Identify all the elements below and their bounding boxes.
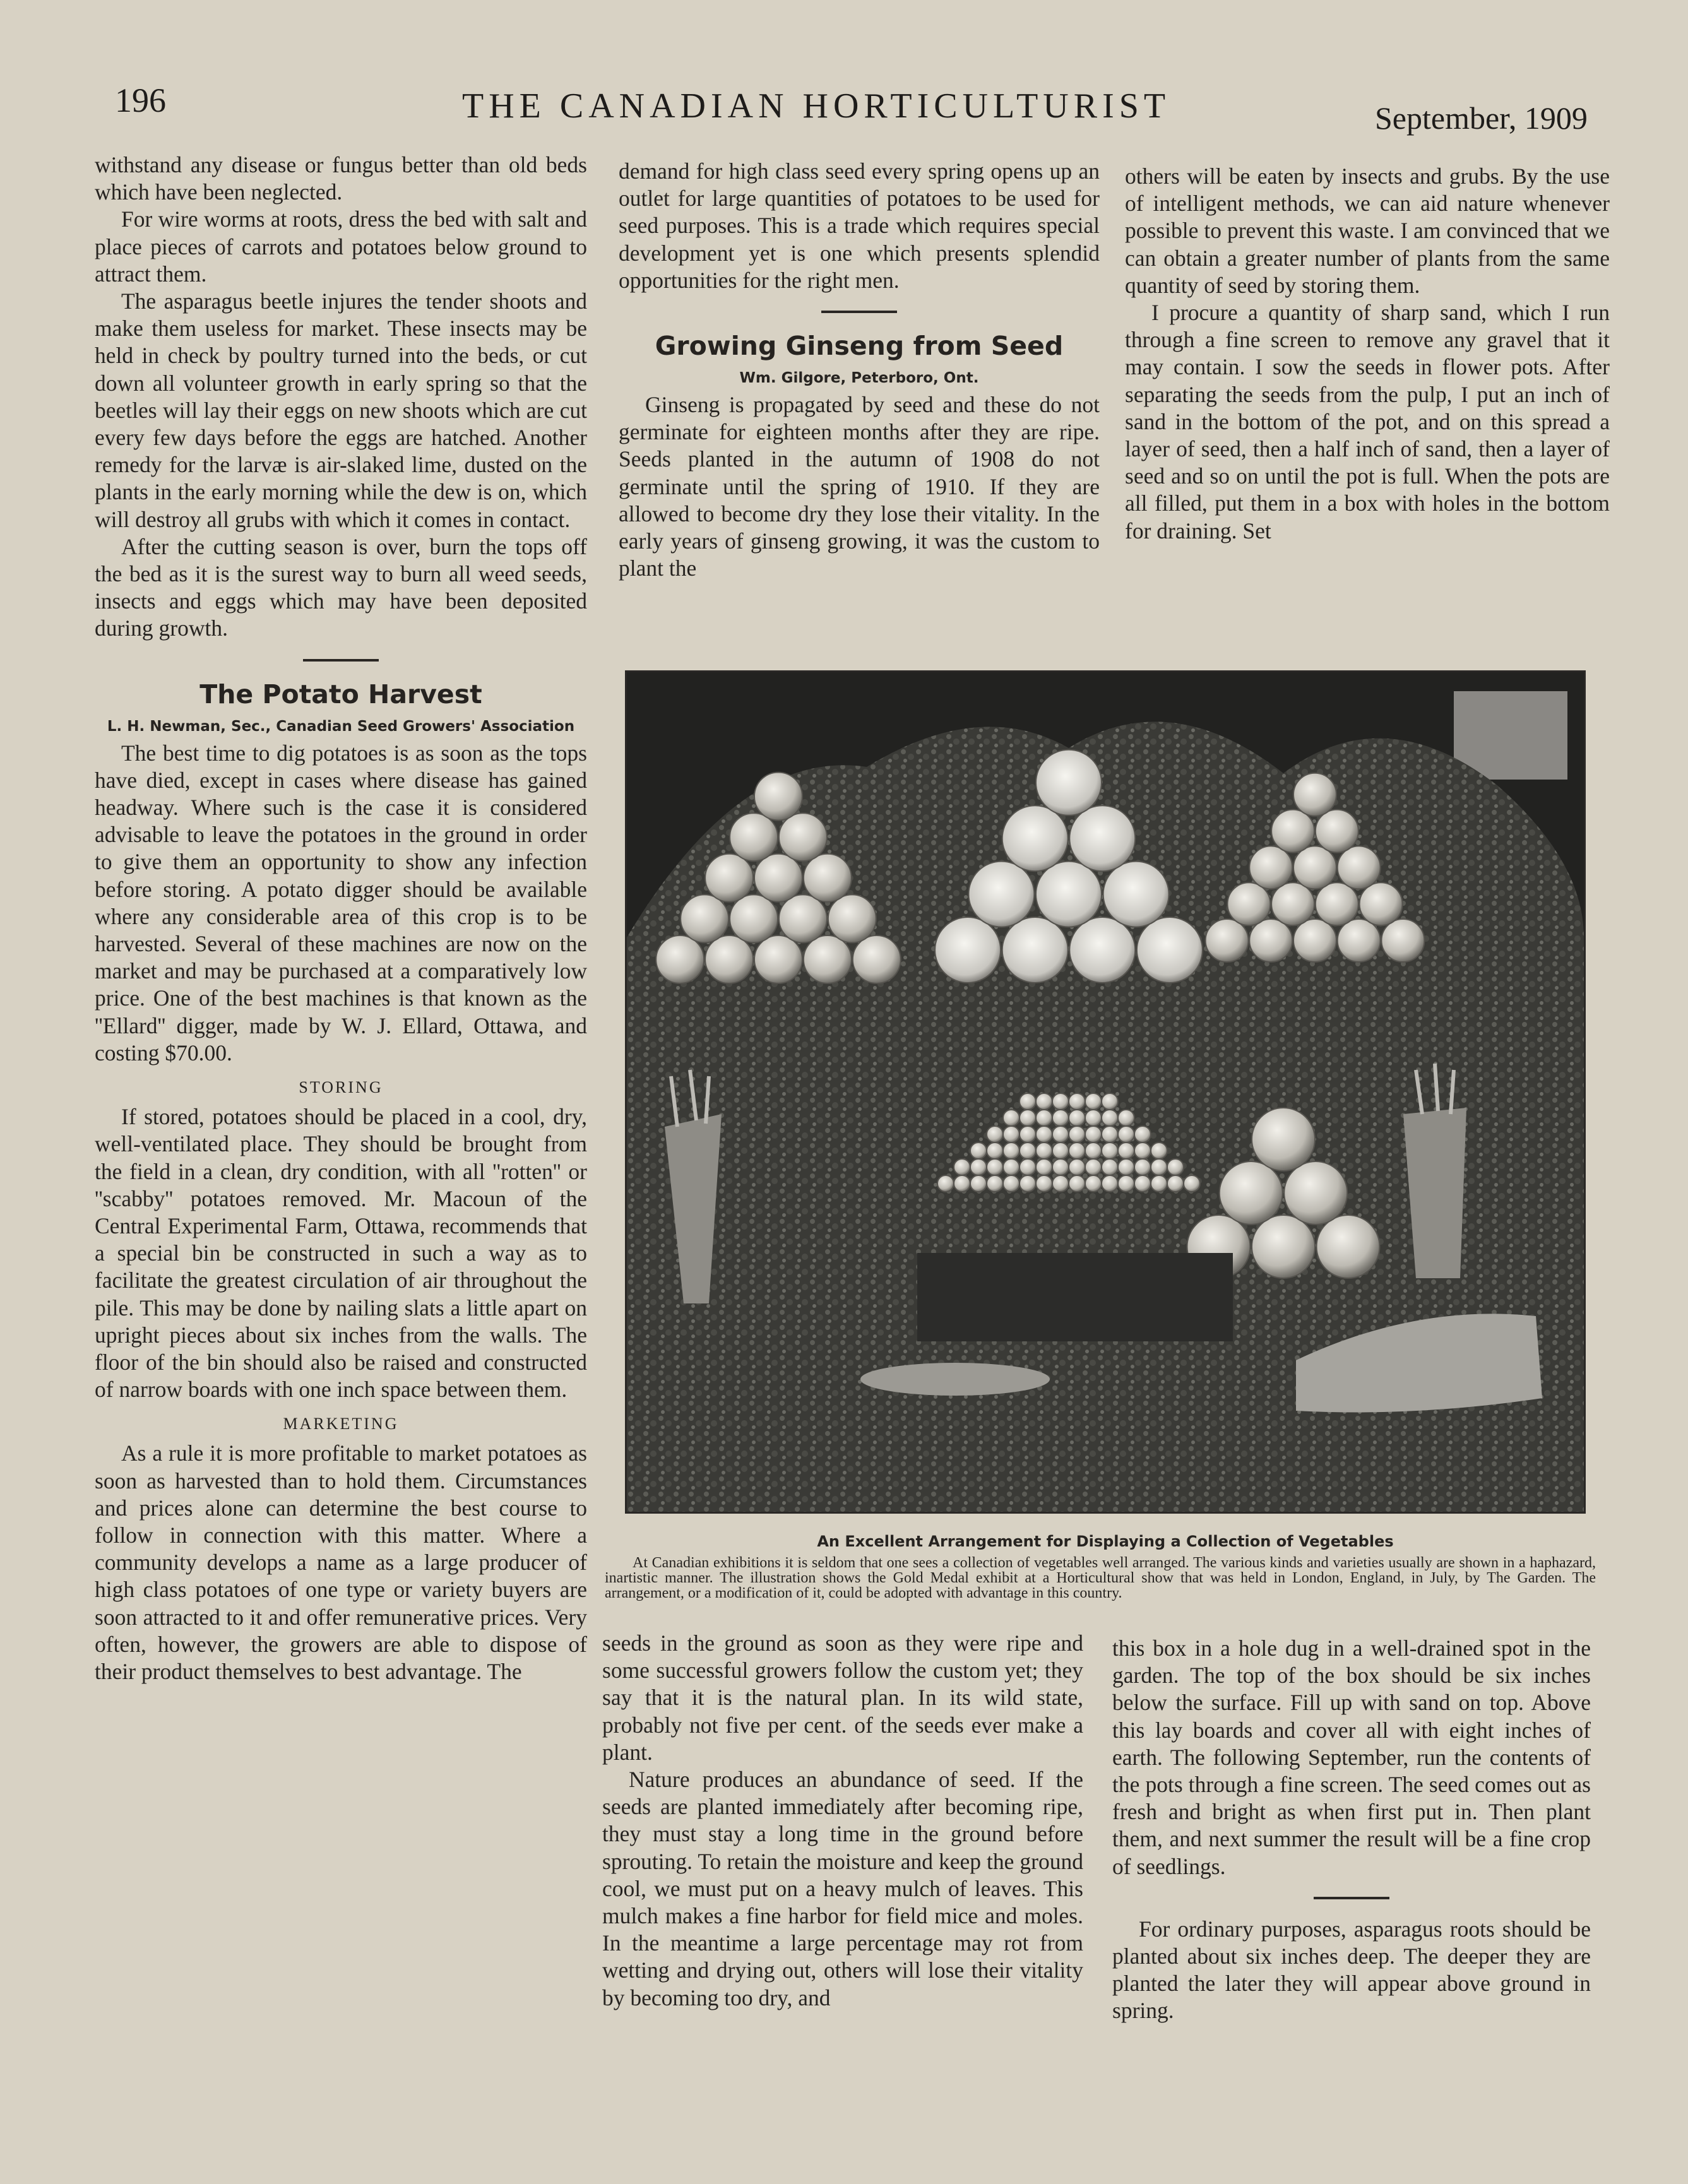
paragraph: After the cutting season is over, burn the tops off the bed as it is the surest way to burn all weed seeds, insects and eggs which may have been deposited during growth. <box>95 533 587 641</box>
potato <box>1134 1159 1151 1175</box>
potato <box>1019 1110 1036 1126</box>
apple <box>779 813 827 861</box>
potato <box>1134 1126 1151 1142</box>
apple <box>1316 810 1358 853</box>
potato <box>970 1142 987 1159</box>
apple <box>1293 919 1336 962</box>
apple <box>705 854 753 902</box>
fruit <box>1252 1108 1315 1171</box>
apple <box>1381 919 1424 962</box>
apple <box>1271 882 1314 925</box>
paragraph: I procure a quantity of sharp sand, which I run through a fine screen to remove any gravel that it may contain. I sow the seeds in flower pots. After separating the seeds from the pulp, I put an inch of sand in the bottom of the pot, and on this spread a layer of seed, then a half inch of sand, then a layer of seed and so on until the pot is full. When the pots are all filled, put them in a box with holes in the bottom for draining. Set <box>1125 300 1610 543</box>
potato <box>1118 1126 1134 1142</box>
section-divider <box>821 311 897 313</box>
cauliflower <box>1036 862 1102 927</box>
potato <box>1069 1175 1085 1192</box>
potato <box>1102 1175 1118 1192</box>
paragraph: demand for high class seed every spring opens up an outlet for large quantities of potatoes to be used for seed purposes. This is a trade which requires special development yet is one which presents splendid opportunities for the right men. <box>619 158 1100 293</box>
cauliflower <box>1069 805 1135 871</box>
paragraph: For ordinary purposes, asparagus roots should be planted about six inches deep. The deeper they are planted the later they will appear above ground in spring. <box>1112 1916 1591 2024</box>
potato <box>1036 1126 1052 1142</box>
potato <box>1102 1159 1118 1175</box>
potato <box>1102 1126 1118 1142</box>
potato <box>1036 1142 1052 1159</box>
apple <box>1338 919 1381 962</box>
apple <box>1227 882 1270 925</box>
potato <box>1069 1142 1085 1159</box>
subheading: MARKETING <box>283 1415 399 1433</box>
apple <box>1360 882 1403 925</box>
apple <box>730 894 778 942</box>
potato <box>970 1159 987 1175</box>
figure-caption-title: An Excellent Arrangement for Displaying a Collection of Vegetables <box>817 1533 1394 1550</box>
apple <box>804 854 852 902</box>
potato <box>1184 1175 1200 1192</box>
section-divider <box>1314 1897 1389 1899</box>
cauliflower <box>1103 862 1169 927</box>
apple <box>1206 919 1249 962</box>
issue-date: September, 1909 <box>1375 100 1588 136</box>
potato <box>1003 1175 1019 1192</box>
potato <box>1003 1142 1019 1159</box>
column-left <box>95 151 587 1685</box>
column-middle <box>619 158 1100 582</box>
fruit <box>1252 1215 1315 1278</box>
paragraph: Nature produces an abundance of seed. If the seeds are planted immediately after becoming ripe, they must stay a long time in the ground before sprouting. To retain the moisture and keep the ground cool, we must put on a heavy mulch of leaves. This mulch makes a fine harbor for field mice and moles. In the meantime a large percentage may rot from wetting and drying out, others will lose their vitality by becoming too dry, and <box>602 1767 1083 2010</box>
paragraph: Ginseng is propagated by seed and these do not germinate for eighteen months after they are ripe. Seeds planted in the autumn of 1908 do not germinate until the spring of 1910. If they are allowed to become dry they lose their vitality. In the early years of ginseng growing, it was the custom to plant the <box>619 392 1100 581</box>
potato <box>1102 1093 1118 1110</box>
column-right <box>1125 163 1610 545</box>
cauliflower <box>1002 805 1068 871</box>
article-title: The Potato Harvest <box>199 679 482 709</box>
potato <box>1102 1110 1118 1126</box>
apple <box>1293 773 1336 816</box>
apple <box>828 894 876 942</box>
cauliflower <box>1069 917 1135 983</box>
potato <box>1151 1159 1167 1175</box>
article-title: Growing Ginseng from Seed <box>655 331 1064 362</box>
potato <box>987 1175 1003 1192</box>
potato <box>1118 1110 1134 1126</box>
fruit <box>1317 1215 1380 1278</box>
potato <box>1069 1159 1085 1175</box>
potato <box>1151 1142 1167 1159</box>
potato <box>1118 1142 1134 1159</box>
figure-caption-text: At Canadian exhibitions it is seldom that one sees a collection of vegetables well arranged. The various kinds and varieties usually are shown in a haphazard, inartistic manner. The illustration shows the Gold Medal exhibit at a Horticultural show that was held in London, England, in July, by The Garden. The arrangement, or a modification of it, could be adopted with advantage in this country. <box>605 1555 1596 1601</box>
cauliflower <box>1002 917 1068 983</box>
apple <box>754 854 802 902</box>
potato <box>1019 1142 1036 1159</box>
potato <box>1102 1142 1118 1159</box>
potato <box>1069 1110 1085 1126</box>
potato <box>1036 1159 1052 1175</box>
paragraph: withstand any disease or fungus better than old beds which have been neglected. <box>95 152 587 205</box>
paragraph: others will be eaten by insects and grubs. By the use of intelligent methods, we can aid nature whenever possible to prevent this waste. I am convinced that we can obtain a greater number of plants from the same quantity of seed by storing them. <box>1125 163 1610 298</box>
potato <box>1019 1175 1036 1192</box>
potato <box>1003 1159 1019 1175</box>
vegetable-display-illustration <box>627 672 1584 1512</box>
potato <box>1052 1159 1069 1175</box>
potato <box>970 1175 987 1192</box>
apple <box>1249 846 1292 889</box>
potato <box>1003 1126 1019 1142</box>
bean-rows <box>917 1253 1233 1341</box>
potato <box>1167 1175 1184 1192</box>
potato <box>1085 1126 1102 1142</box>
potato <box>1069 1093 1085 1110</box>
apple <box>1338 846 1381 889</box>
apple <box>754 935 802 983</box>
article-byline: Wm. Gilgore, Peterboro, Ont. <box>739 370 979 387</box>
potato <box>1085 1093 1102 1110</box>
apple <box>730 813 778 861</box>
potato <box>1052 1142 1069 1159</box>
subheading: STORING <box>299 1078 383 1097</box>
background-panel <box>1454 691 1567 780</box>
apple <box>853 935 901 983</box>
potato <box>1019 1159 1036 1175</box>
potato <box>1052 1126 1069 1142</box>
potato <box>1151 1175 1167 1192</box>
potato <box>1052 1110 1069 1126</box>
potato <box>1019 1126 1036 1142</box>
apple <box>705 935 753 983</box>
cauliflower <box>935 917 1001 983</box>
potato <box>987 1142 1003 1159</box>
potato <box>1003 1110 1019 1126</box>
cucumber <box>860 1363 1050 1396</box>
cauliflower <box>1137 917 1203 983</box>
fruit <box>1220 1161 1283 1225</box>
potato <box>987 1159 1003 1175</box>
paragraph: As a rule it is more profitable to market potatoes as soon as harvested than to hold them. Circumstances and prices alone can determine the best course to follow in connection with this matter. Where a community develops a name as a large producer of high class potatoes of one type or variety buyers are soon attracted to it and offer remunerative prices. Very often, however, the growers are able to dispose of their product themselves to best advantage. The <box>95 1440 587 1684</box>
apple <box>754 773 802 821</box>
potato <box>1052 1093 1069 1110</box>
potato <box>1019 1093 1036 1110</box>
potato <box>1085 1110 1102 1126</box>
apple <box>656 935 704 983</box>
vegetable-display-photo <box>625 670 1586 1514</box>
potato <box>1118 1175 1134 1192</box>
cauliflower <box>968 862 1034 927</box>
column-right-lower <box>1112 1635 1591 2025</box>
potato <box>1085 1142 1102 1159</box>
section-divider <box>303 659 379 662</box>
potato <box>1085 1159 1102 1175</box>
potato <box>1085 1175 1102 1192</box>
potato <box>954 1159 970 1175</box>
paragraph: this box in a hole dug in a well-drained spot in the garden. The top of the box should be six inches below the surface. Fill up with sand on top. Above this lay boards and cover all with eight inches of earth. The following September, run the contents of the pots through a fine screen. The seed comes out as fresh and bright as when first put in. Then plant them, and next summer the result will be a fine crop of seedlings. <box>1112 1635 1591 1879</box>
potato <box>1118 1159 1134 1175</box>
paragraph: If stored, potatoes should be placed in a cool, dry, well-ventilated place. They should be brought from the field in a clean, dry condition, with all ''rotten'' or ''scabby'' potatoes removed. Mr. Macoun of the Central Experimental Farm, Ottawa, recommends that a special bin be constructed in such a way as to facilitate the greatest circulation of air throughout the pile. This may be done by nailing slats a little apart on upright pieces about six inches from the walls. The floor of the bin should also be raised and constructed of narrow boards with one inch space between them. <box>95 1104 587 1403</box>
paragraph: The best time to dig potatoes is as soon as the tops have died, except in cases where disease has gained headway. Where such is the case it is considered advisable to leave the potatoes in the ground in order to give them an opportunity to show any infection before storing. A potato digger should be available where any considerable area of this crop is to be harvested. Several of these machines are now on the market and may be purchased at a comparatively low price. One of the best machines is that known as the ''Ellard'' digger, made by W. J. Ellard, Ottawa, and costing $70.00. <box>95 740 587 1065</box>
apple <box>1293 846 1336 889</box>
paragraph: seeds in the ground as soon as they were ripe and some successful growers follow the custom yet; they say that it is the natural plan. In its wild state, probably not five per cent. of the seeds ever make a plant. <box>602 1630 1083 1765</box>
cauliflower <box>1036 750 1102 816</box>
potato <box>1036 1093 1052 1110</box>
apple <box>779 894 827 942</box>
potato <box>937 1175 954 1192</box>
potato <box>987 1126 1003 1142</box>
apple <box>1316 882 1358 925</box>
apple <box>1271 810 1314 853</box>
apple <box>681 894 728 942</box>
apple <box>1249 919 1292 962</box>
article-byline: L. H. Newman, Sec., Canadian Seed Growers' Association <box>107 718 575 735</box>
potato <box>1167 1159 1184 1175</box>
paragraph: For wire worms at roots, dress the bed with salt and place pieces of carrots and potatoes below ground to attract them. <box>95 206 587 287</box>
publication-title: THE CANADIAN HORTICULTURIST <box>462 86 1171 126</box>
potato <box>1134 1142 1151 1159</box>
potato <box>954 1175 970 1192</box>
potato <box>1036 1175 1052 1192</box>
paragraph: The asparagus beetle injures the tender shoots and make them useless for market. These insects may be held in check by poultry turned into the beds, or cut down all volunteer growth in early spring so that the beetles will lay their eggs on new shoots which are cut every few days before the eggs are hatched. Another remedy for the larvæ is air-slaked lime, dusted on the plants in the early morning while the dew is on, which will destroy all grubs with which it comes in contact. <box>95 288 587 532</box>
column-middle-lower <box>602 1630 1083 2012</box>
apple <box>804 935 852 983</box>
fruit <box>1284 1161 1347 1225</box>
potato <box>1069 1126 1085 1142</box>
potato <box>1036 1110 1052 1126</box>
potato <box>1134 1175 1151 1192</box>
page-number: 196 <box>115 81 166 119</box>
potato <box>1052 1175 1069 1192</box>
